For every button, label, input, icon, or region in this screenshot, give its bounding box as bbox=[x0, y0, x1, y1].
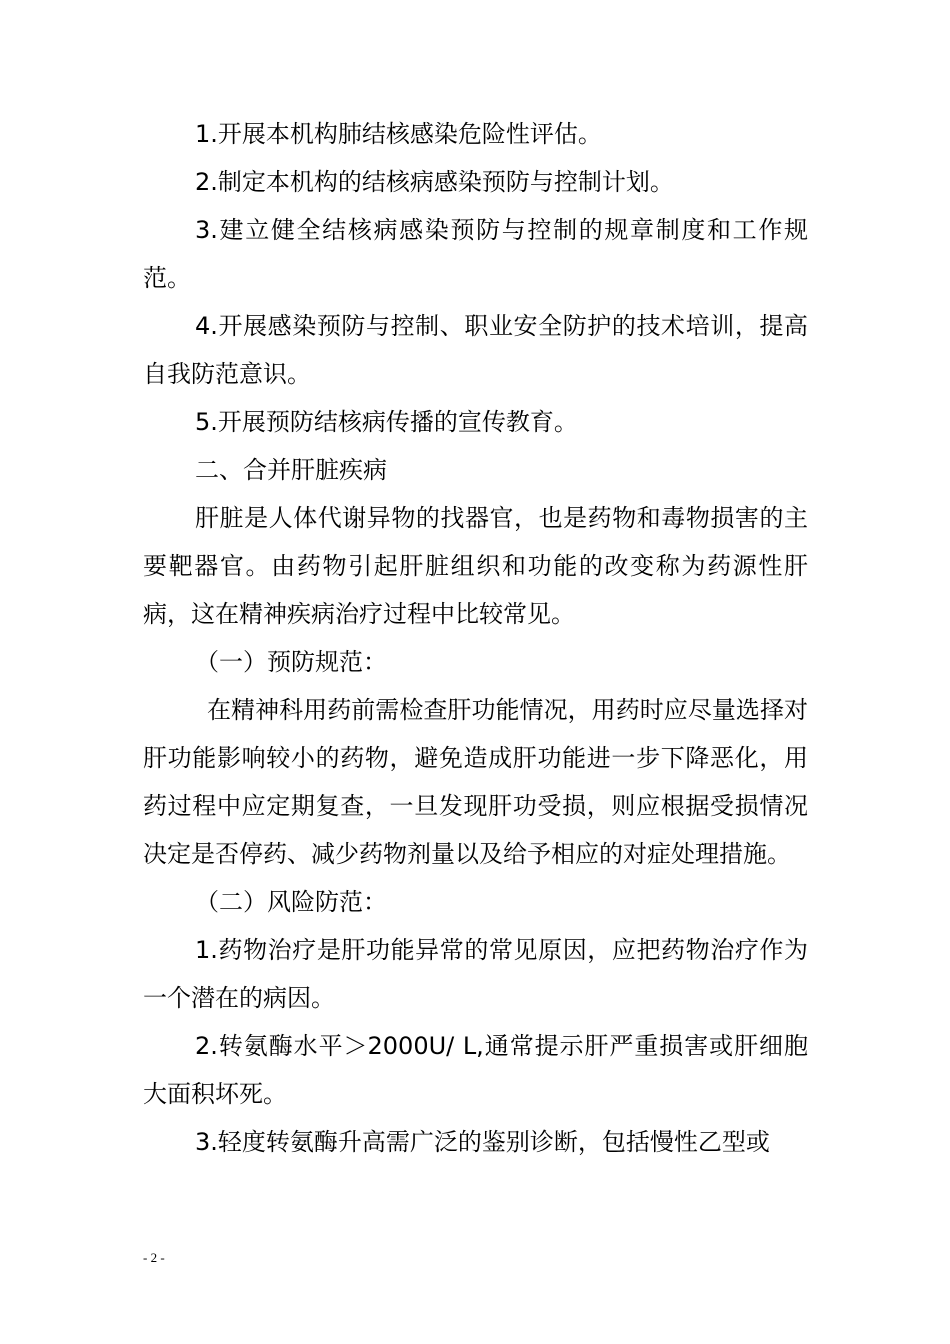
paragraph: 肝脏是人体代谢异物的找器官，也是药物和毒物损害的主要靶器官。由药物引起肝脏组织和功能的改变称为药源性肝病，这在精神疾病治疗过程中比较常见。 bbox=[143, 504, 808, 628]
paragraph: 5.开展预防结核病传播的宣传教育。 bbox=[195, 408, 578, 436]
paragraph: 4.开展感染预防与控制、职业安全防护的技术培训，提高自我防范意识。 bbox=[143, 312, 808, 388]
subsection-heading: （一）预防规范： bbox=[195, 648, 387, 676]
paragraph: 在精神科用药前需检查肝功能情况，用药时应尽量选择对肝功能影响较小的药物，避免造成肝功能进一步下降恶化，用药过程中应定期复查，一旦发现肝功受损，则应根据受损情况决定是否停药、减少药物剂量以及给予相应的对症处理措施。 bbox=[143, 696, 808, 868]
paragraph: 3.轻度转氨酶升高需广泛的鉴别诊断，包括慢性乙型或 bbox=[195, 1128, 770, 1156]
paragraph: 1.药物治疗是肝功能异常的常见原因，应把药物治疗作为一个潜在的病因。 bbox=[143, 936, 808, 1012]
document-body bbox=[143, 110, 808, 1166]
section-heading: 二、合并肝脏疾病 bbox=[195, 456, 387, 484]
paragraph: 2.制定本机构的结核病感染预防与控制计划。 bbox=[195, 168, 674, 196]
subsection-heading: （二）风险防范： bbox=[195, 888, 387, 916]
page-number: - 2 - bbox=[143, 1250, 165, 1265]
paragraph: 2.转氨酶水平＞2000U/ L,通常提示肝严重损害或肝细胞大面积坏死。 bbox=[143, 1032, 808, 1108]
paragraph: 3.建立健全结核病感染预防与控制的规章制度和工作规范。 bbox=[143, 216, 808, 292]
paragraph: 1.开展本机构肺结核感染危险性评估。 bbox=[195, 120, 602, 148]
